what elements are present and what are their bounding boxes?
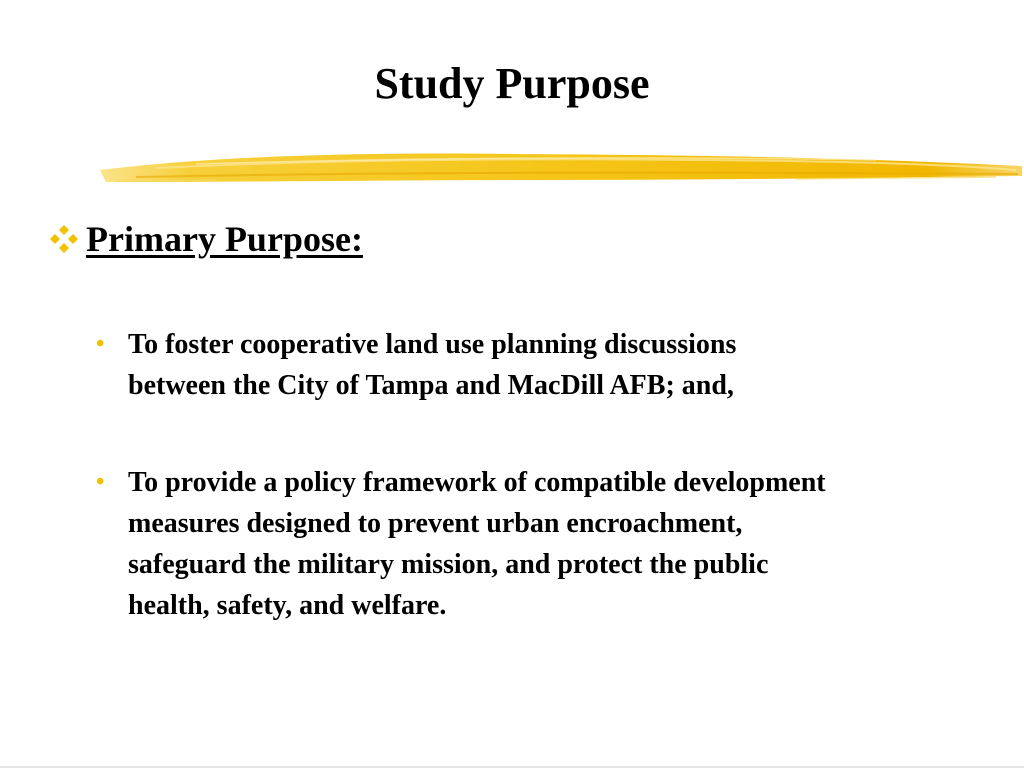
bullet-line: safeguard the military mission, and protect the public: [128, 549, 769, 580]
bullet-line: To foster cooperative land use planning discussions: [128, 329, 737, 360]
bullet-item: [96, 462, 826, 626]
bullet-text: [128, 462, 826, 626]
yellow-brush-stroke-divider: [96, 146, 1024, 190]
four-diamond-icon: [46, 221, 82, 257]
bullet-text: [128, 324, 736, 406]
bullet-dot-icon: •: [96, 469, 105, 495]
bullet-dot-icon: •: [96, 331, 105, 357]
bullet-line: health, safety, and welfare.: [128, 590, 447, 621]
bullet-line: measures designed to prevent urban encroachment,: [128, 508, 743, 539]
bullet-item: [96, 324, 736, 406]
bullet-line: To provide a policy framework of compatible development: [128, 467, 826, 498]
primary-purpose-heading-row: [46, 214, 363, 264]
slide-title: Study Purpose: [374, 59, 650, 108]
primary-purpose-heading: Primary Purpose:: [86, 219, 363, 259]
bullet-line: between the City of Tampa and MacDill AFB; and,: [128, 370, 734, 401]
